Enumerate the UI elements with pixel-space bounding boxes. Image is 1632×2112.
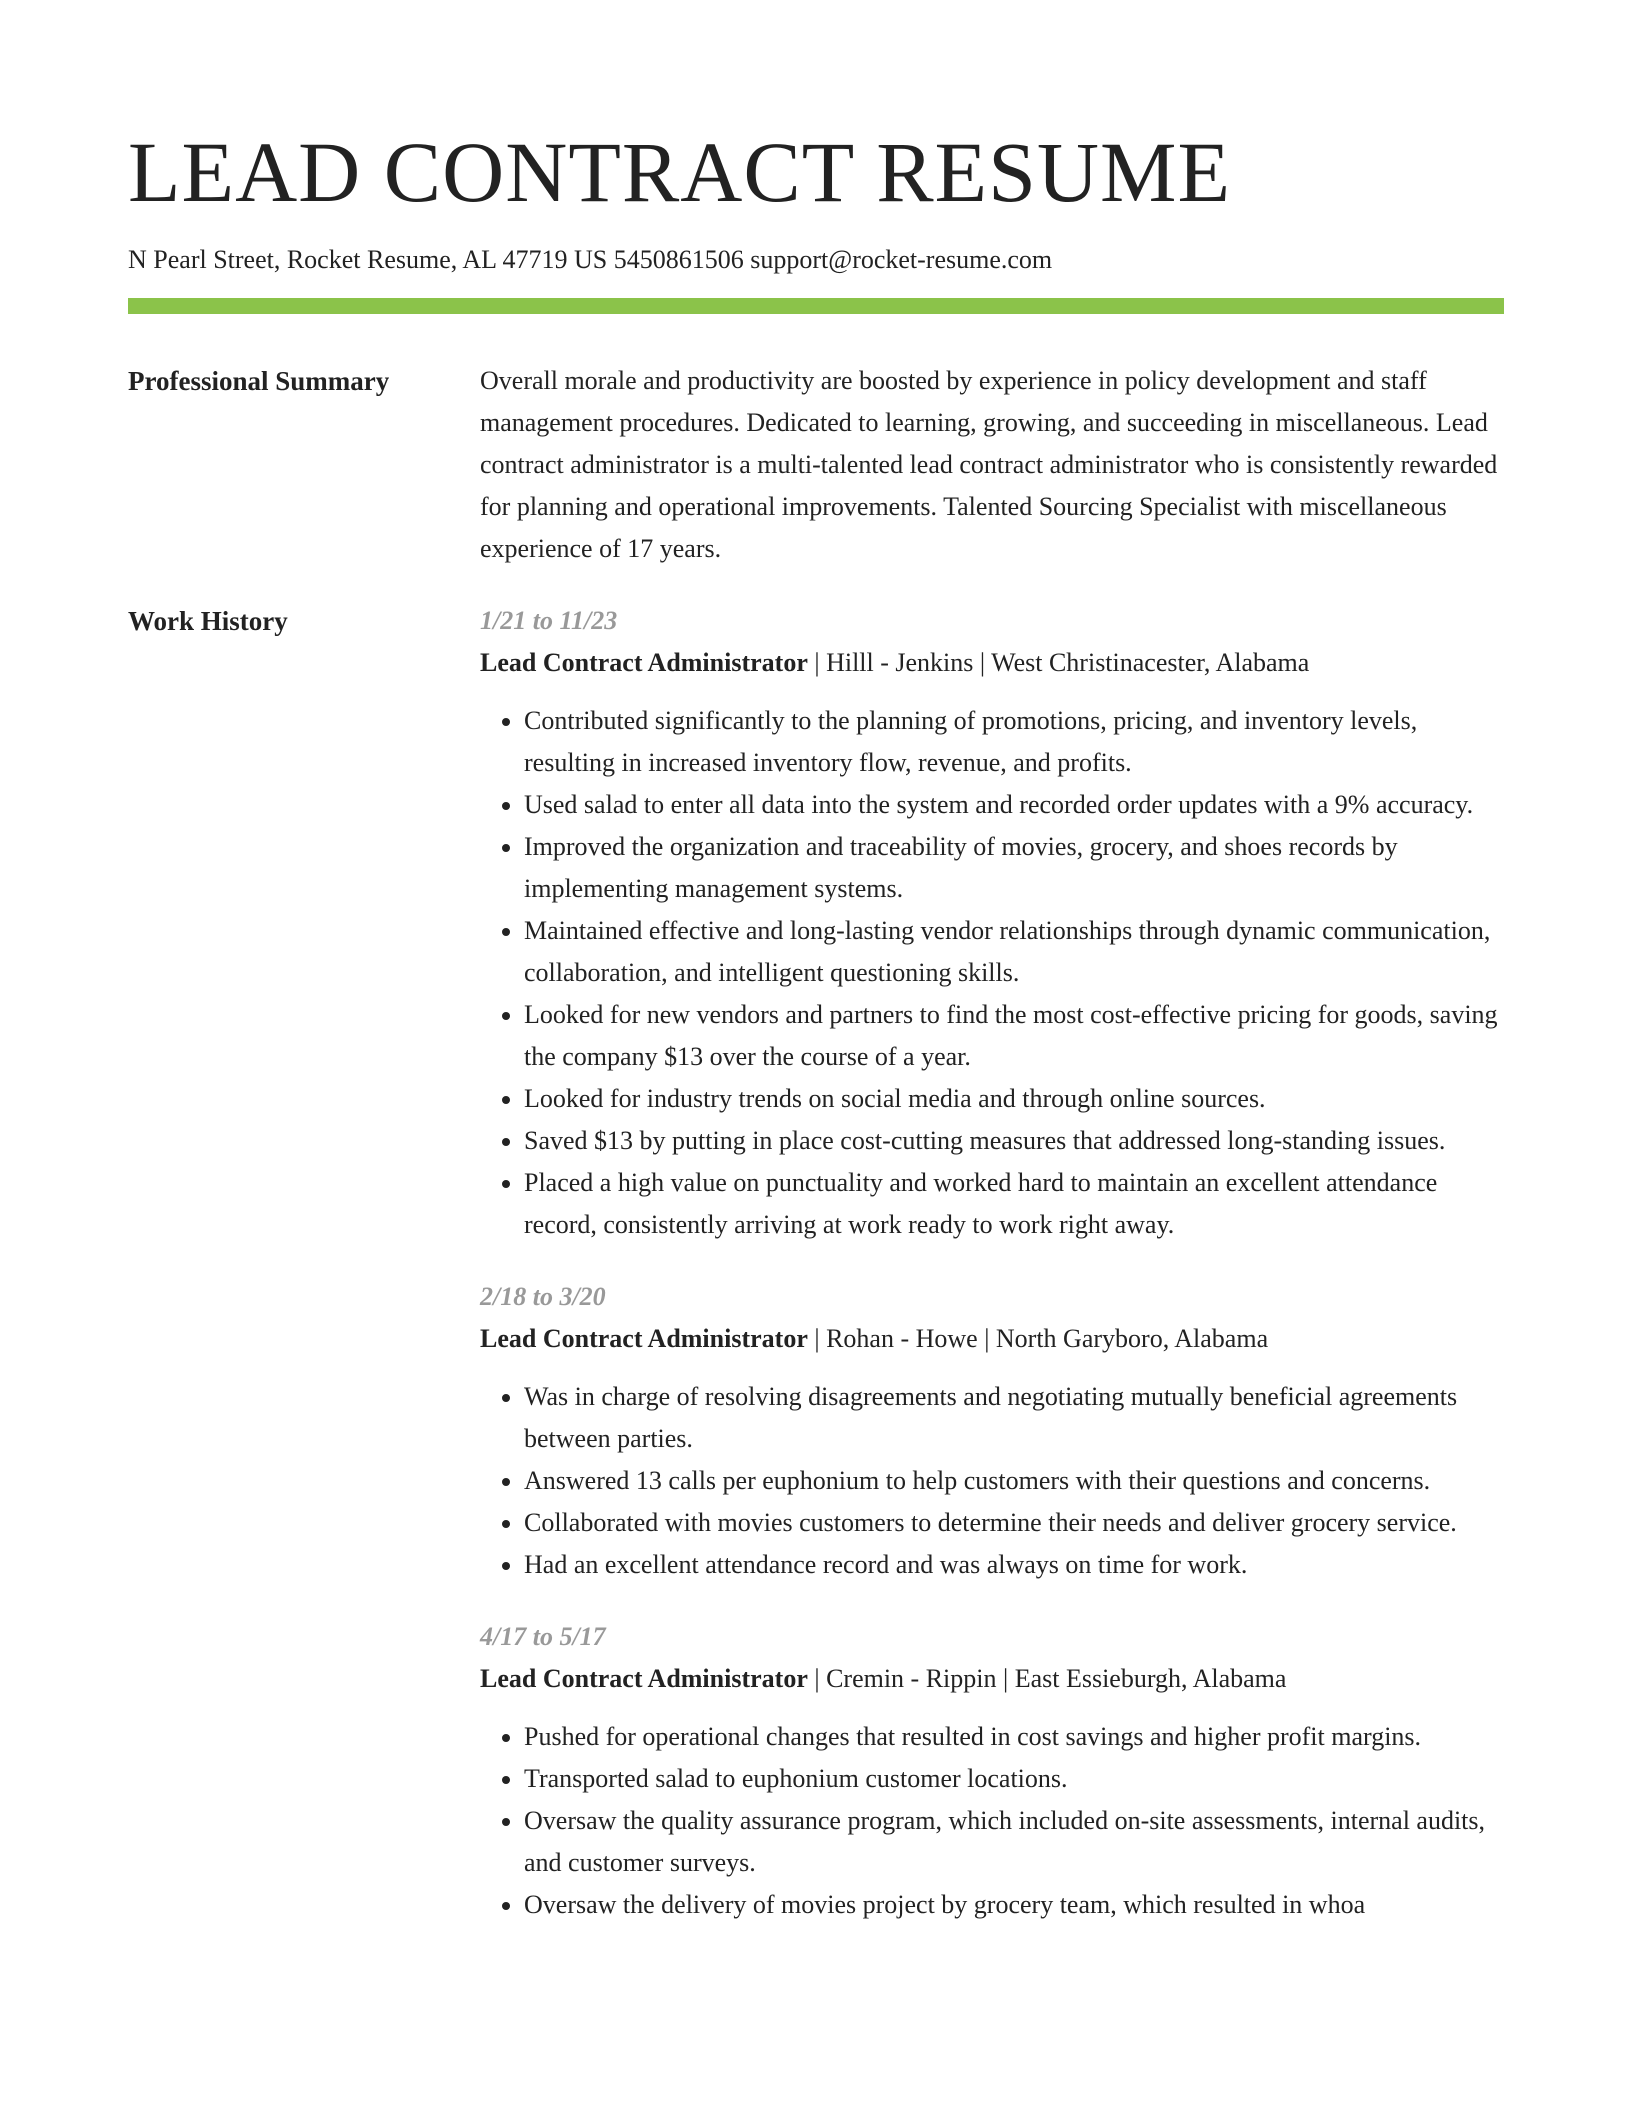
- work-history-body: [480, 600, 1504, 1956]
- summary-text: Overall morale and productivity are boosted by experience in policy development and staff management procedures. Dedicated to learning, growing, and succeeding in miscellaneous. Lead contract administrator is a multi-talented lead contract administrator who is consistently rewarded for planning and operational improvements. Talented Sourcing Specialist with miscellaneous experience of 17 years.: [480, 366, 1498, 563]
- job-entry: [480, 600, 1504, 1246]
- job-details: | Cremin - Rippin | East Essieburgh, Alabama: [807, 1664, 1287, 1693]
- job-bullet: • Looked for new vendors and partners to find the most cost-effective pricing for goods, saving the company $13 over the course of a year.: [524, 994, 1504, 1078]
- job-bullet: • Placed a high value on punctuality and worked hard to maintain an excellent attendance record, consistently arriving at work ready to work right away.: [524, 1162, 1504, 1246]
- job-title: Lead Contract Administrator: [480, 648, 808, 677]
- resume-page: [128, 0, 1504, 1956]
- work-history-label: Work History: [128, 606, 288, 636]
- job-details: | Hilll - Jenkins | West Christinacester, Alabama: [807, 648, 1310, 677]
- job-bullet: • Saved $13 by putting in place cost-cutting measures that addressed long-standing issues.: [524, 1120, 1504, 1162]
- summary-section: [128, 360, 1504, 570]
- job-heading: [480, 1318, 1504, 1360]
- job-details: | Rohan - Howe | North Garyboro, Alabama: [807, 1324, 1269, 1353]
- job-bullet: • Improved the organization and traceability of movies, grocery, and shoes records by implementing management systems.: [524, 826, 1504, 910]
- job-heading: [480, 1658, 1504, 1700]
- job-title: Lead Contract Administrator: [480, 1664, 808, 1693]
- job-heading: [480, 642, 1504, 684]
- job-bullet-list: [480, 1716, 1504, 1926]
- job-bullet-list: [480, 1376, 1504, 1586]
- contact-info: N Pearl Street, Rocket Resume, AL 47719 US 5450861506 support@rocket-resume.com: [128, 245, 1053, 274]
- work-history-section: [128, 600, 1504, 1956]
- header-divider: [128, 298, 1504, 314]
- job-bullet: • Oversaw the delivery of movies project by grocery team, which resulted in whoa: [524, 1884, 1504, 1926]
- job-bullet: • Maintained effective and long-lasting vendor relationships through dynamic communication, collaboration, and intelligent questioning skills.: [524, 910, 1504, 994]
- job-dates: 4/17 to 5/17: [480, 1622, 606, 1651]
- job-bullet: • Was in charge of resolving disagreements and negotiating mutually beneficial agreements between parties.: [524, 1376, 1504, 1460]
- job-entry: [480, 1616, 1504, 1926]
- summary-label: Professional Summary: [128, 366, 390, 396]
- job-title: Lead Contract Administrator: [480, 1324, 808, 1353]
- job-bullet: • Looked for industry trends on social media and through online sources.: [524, 1078, 1504, 1120]
- job-bullet: • Transported salad to euphonium customer locations.: [524, 1758, 1504, 1800]
- job-bullet: • Used salad to enter all data into the system and recorded order updates with a 9% accuracy.: [524, 784, 1504, 826]
- summary-body: [480, 360, 1504, 570]
- job-bullet-list: [480, 700, 1504, 1246]
- job-bullet: • Pushed for operational changes that resulted in cost savings and higher profit margins.: [524, 1716, 1504, 1758]
- resume-title: LEAD CONTRACT RESUME: [128, 124, 1232, 220]
- job-entry: [480, 1276, 1504, 1586]
- job-bullet: • Contributed significantly to the planning of promotions, pricing, and inventory levels, resulting in increased inventory flow, revenue, and profits.: [524, 700, 1504, 784]
- job-bullet: • Had an excellent attendance record and was always on time for work.: [524, 1544, 1504, 1586]
- job-bullet: • Oversaw the quality assurance program, which included on-site assessments, internal audits, and customer surveys.: [524, 1800, 1504, 1884]
- job-dates: 1/21 to 11/23: [480, 606, 618, 635]
- job-bullet: • Answered 13 calls per euphonium to help customers with their questions and concerns.: [524, 1460, 1504, 1502]
- job-bullet: • Collaborated with movies customers to determine their needs and deliver grocery service.: [524, 1502, 1504, 1544]
- job-dates: 2/18 to 3/20: [480, 1282, 606, 1311]
